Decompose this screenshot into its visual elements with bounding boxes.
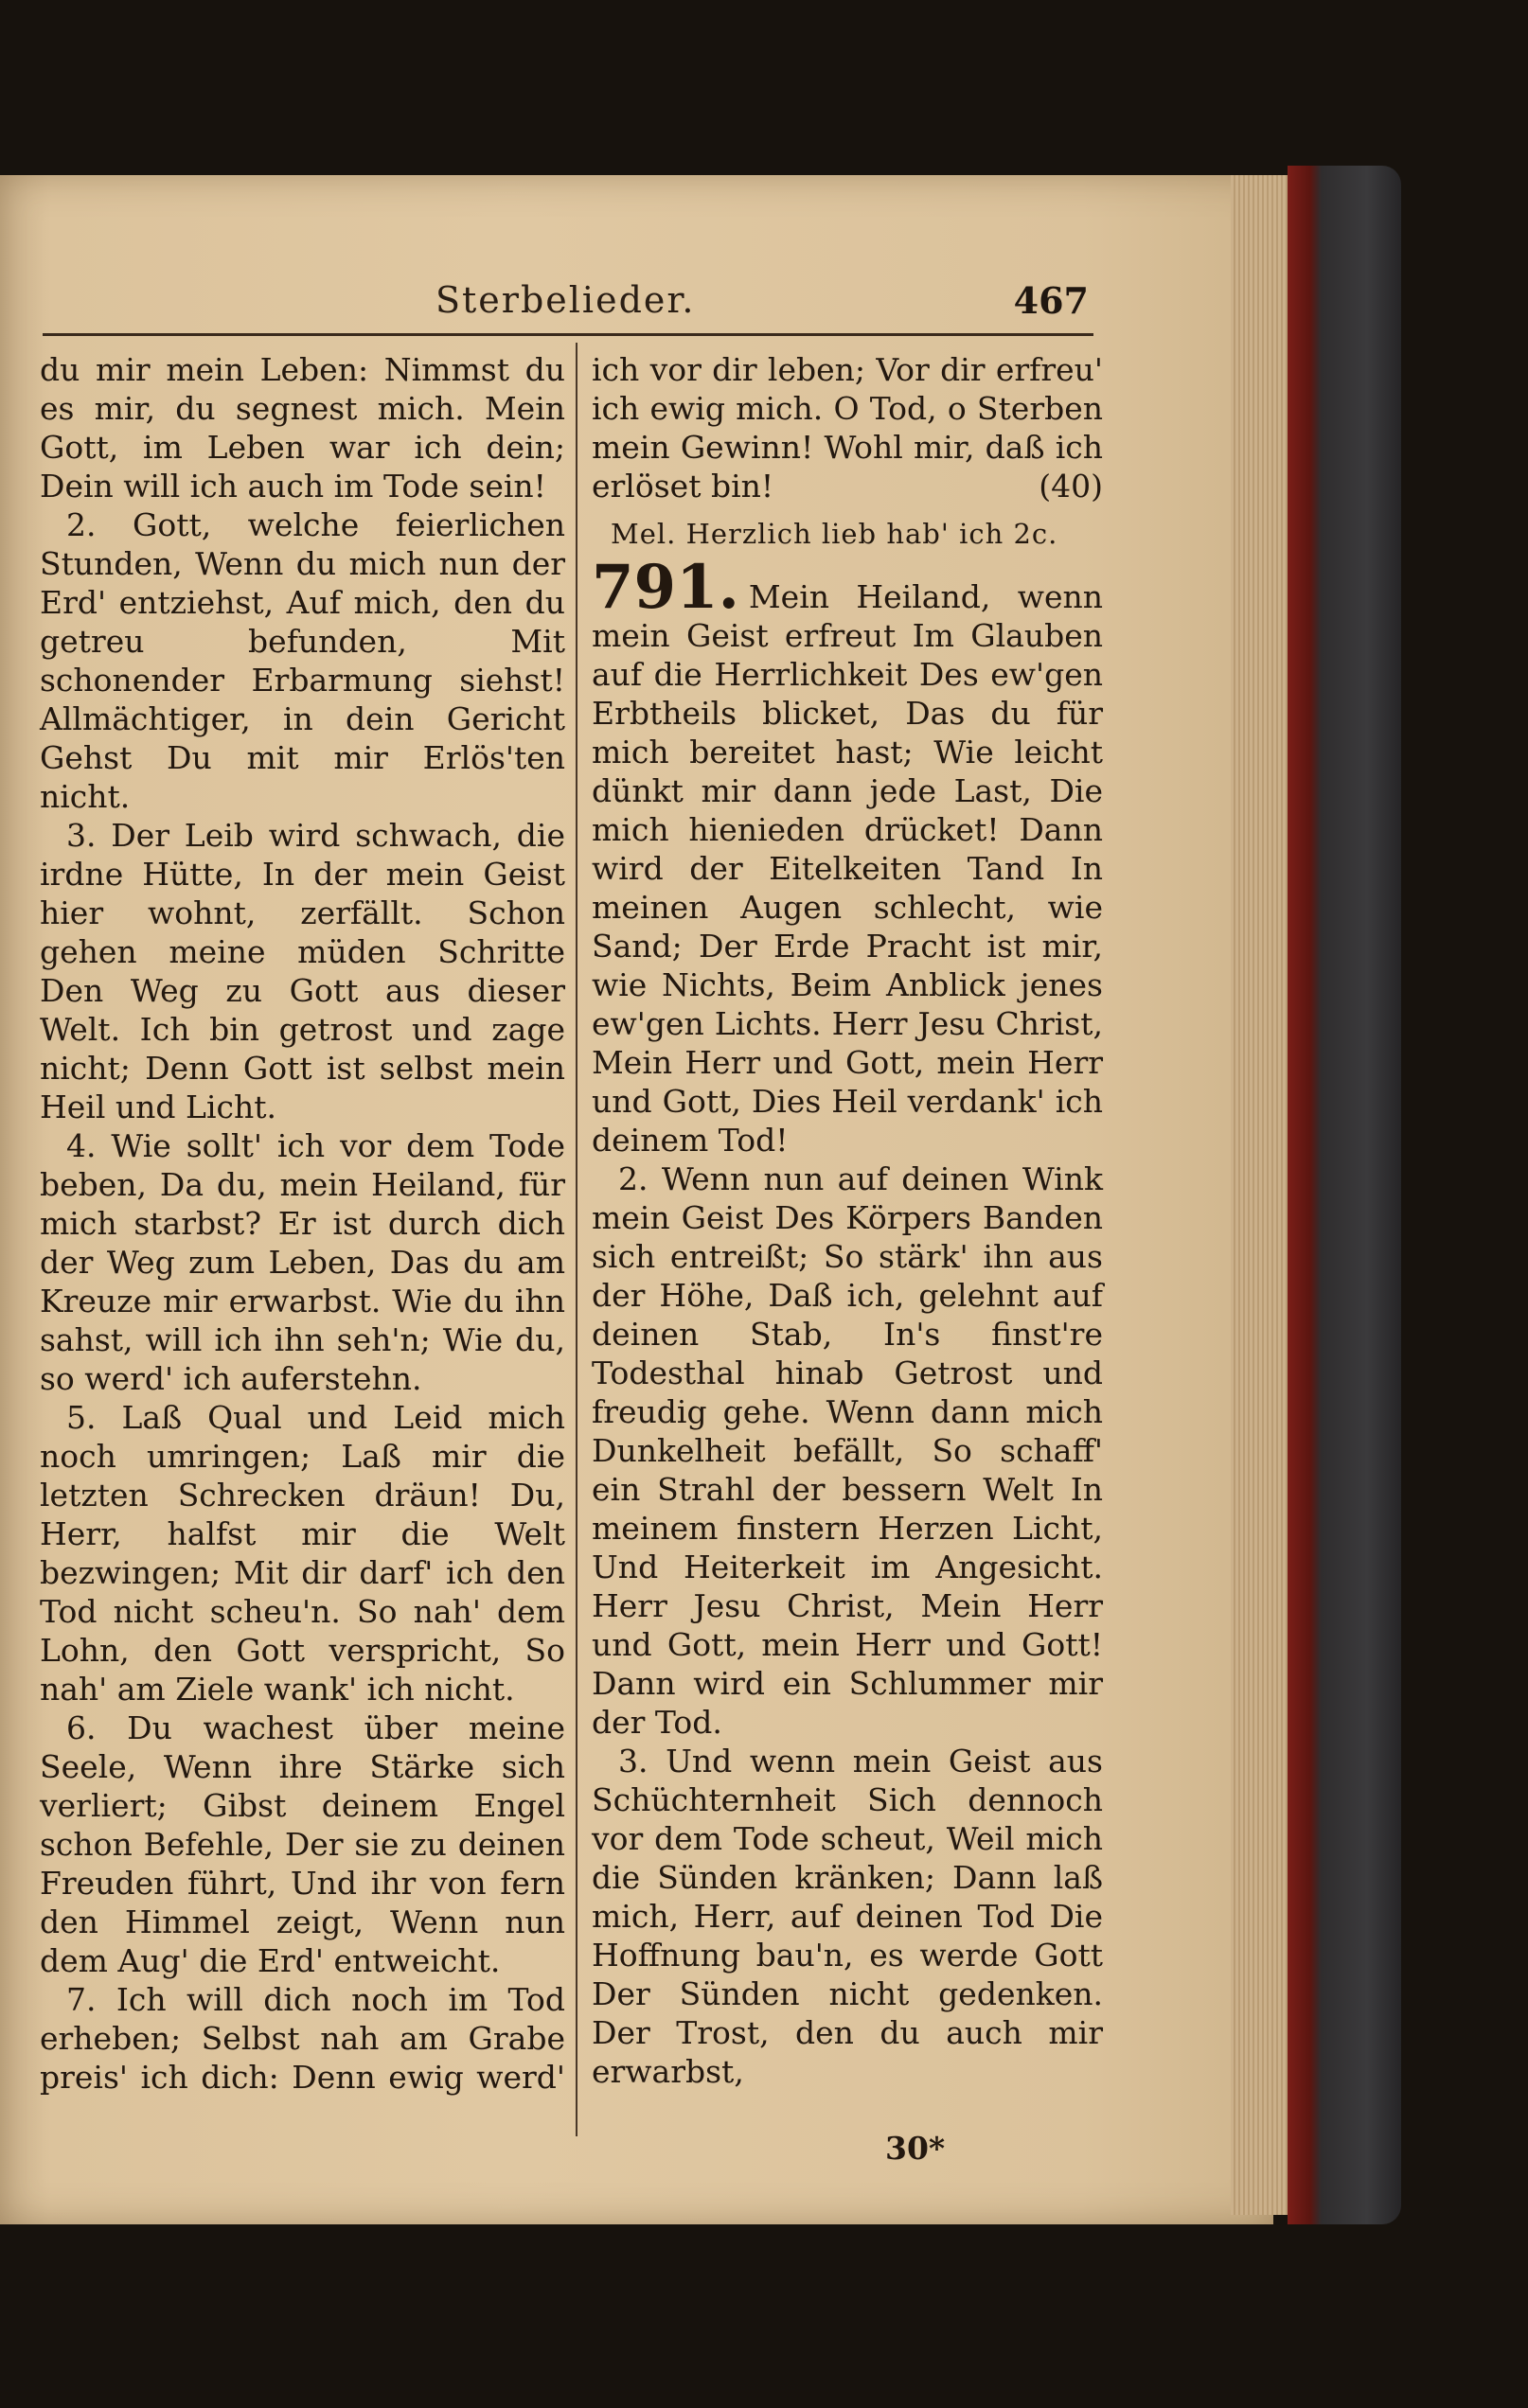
right-column	[592, 350, 1103, 2091]
signature-mark: 30*	[885, 2130, 946, 2167]
verse-text: Mein Heiland, wenn mein Geist erfreut Im Glauben auf die Herrlichkeit Des ew'gen Erbtheils blicket, Das du für mich bereitet hast; Wie leicht dünkt mir dann jede Last, Die mich hienieden drücket! Dann wird der Eitelkeiten Tand In meinen Augen schlecht, wie Sand; Der Erde Pracht ist mir, wie Nichts, Beim Anblick jenes ew'gen Lichts. Herr Jesu Christ, Mein Herr und Gott, mein Herr und Gott, Dies Heil verdank' ich deinem Tod!	[592, 578, 1103, 1159]
verse-text: ich vor dir leben; Vor dir erfreu' ich ewig mich. O Tod, o Sterben mein Gewinn! Wohl mir, daß ich erlöset bin!	[592, 351, 1103, 505]
hymn-791-verse-2: 2. Wenn nun auf deinen Wink mein Geist Des Körpers Banden sich entreißt; So stärk' ihn aus der Höhe, Daß ich, gelehnt auf deinen Stab, In's finst're Todesthal hinab Getrost und freudig gehe. Wenn dann mich Dunkelheit befällt, So schaff' ein Strahl der bessern Welt In meinem finstern Herzen Licht, Und Heiterkeit im Angesicht. Herr Jesu Christ, Mein Herr und Gott, mein Herr und Gott! Dann wird ein Schlummer mir der Tod.	[592, 1160, 1103, 1741]
page-header	[435, 279, 1098, 336]
left-column	[40, 350, 565, 2097]
page-stack-edge	[1231, 175, 1288, 2215]
hymn-number: 791.	[592, 552, 739, 623]
verse-4: 4. Wie sollt' ich vor dem Tode beben, Da du, mein Heiland, für mich starbst? Er ist durch dich der Weg zum Leben, Das du am Kreuze mir erwarbst. Wie du ihn sahst, will ich ihn seh'n; Wie du, so werd' ich auferstehn.	[40, 1127, 565, 1397]
hymn-791-verse-1	[592, 552, 1103, 1160]
verse-continuation-right	[592, 350, 1103, 505]
verse-3: 3. Der Leib wird schwach, die irdne Hütte, In der mein Geist hier wohnt, zerfällt. Schon gehen meine müden Schritte Den Weg zu Gott aus dieser Welt. Ich bin getrost und zage nicht; Denn Gott ist selbst mein Heil und Licht.	[40, 817, 565, 1125]
column-divider	[576, 343, 577, 2136]
verse-5: 5. Laß Qual und Leid mich noch umringen; Laß mir die letzten Schrecken dräun! Du, Herr, halfst mir die Welt bezwingen; Mit dir darf' ich den Tod nicht scheu'n. So nah' dem Lohn, den Gott verspricht, So nah' am Ziele wank' ich nicht.	[40, 1399, 565, 1708]
verse-continuation: du mir mein Leben: Nimmst du es mir, du segnest mich. Mein Gott, im Leben war ich dein; Dein will ich auch im Tode sein!	[40, 351, 565, 505]
verse-2: 2. Gott, welche feierlichen Stunden, Wenn du mich nun der Erd' entziehst, Auf mich, den du getreu befunden, Mit schonender Erbarmung siehst! Allmächtiger, in dein Gericht Gehst Du mit mir Erlös'ten nicht.	[40, 506, 565, 815]
hymn-791-verse-3: 3. Und wenn mein Geist aus Schüchternheit Sich dennoch vor dem Tode scheut, Weil mich die Sünden kränken; Dann laß mich, Herr, auf deinen Tod Die Hoffnung bau'n, es werde Gott Der Sünden nicht gedenken. Der Trost, den du auch mir erwarbst,	[592, 1743, 1103, 2090]
running-head: Sterbelieder.	[435, 279, 696, 321]
book-cover-binding	[1288, 166, 1401, 2224]
verse-6: 6. Du wachest über meine Seele, Wenn ihre Stärke sich verliert; Gibst deinem Engel schon Befehle, Der sie zu deinen Freuden führt, Und ihr von fern den Himmel zeigt, Wenn nun dem Aug' die Erd' entweicht.	[40, 1709, 565, 1979]
page-number: 467	[1013, 279, 1089, 322]
header-rule	[43, 333, 1093, 336]
hymn-reference: (40)	[1039, 468, 1103, 505]
melody-line: Mel. Herzlich lieb hab' ich 2c.	[611, 518, 1058, 550]
verse-7: 7. Ich will dich noch im Tod erheben; Selbst nah am Grabe preis' ich dich: Denn ewig werd'	[40, 1981, 565, 2096]
